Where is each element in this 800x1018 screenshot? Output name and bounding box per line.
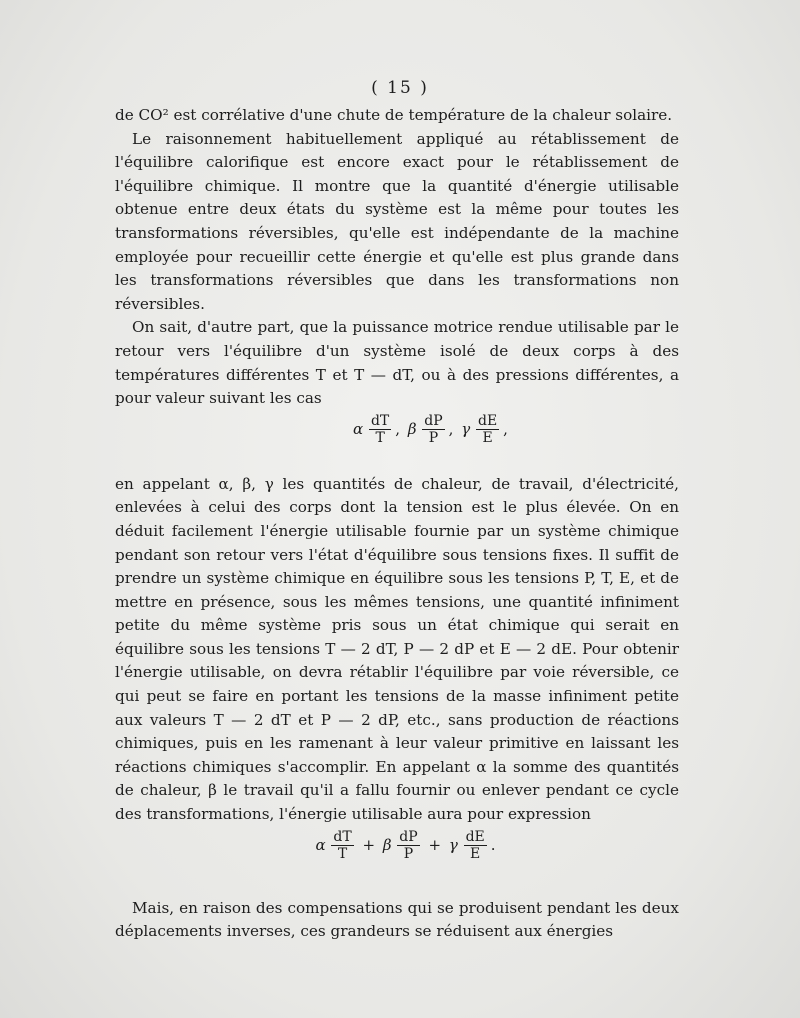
formula1-num-p: dP	[424, 412, 443, 429]
formula1-den-e: E	[482, 429, 493, 446]
paragraph-2: Le raisonnement habituellement appliqué au rétablissement de l'équilibre calorifique est encore exact pour le rétablissement de l'équilibre chimique. Il montre que la quantité d'énergie utilisable obtenue entre deux états du système est la même pour toutes les transformations réversibles, qu'elle est indépendante de la machine employée pour recueillir cette énergie et qu'elle est plus grande dans les transformations réversibles que dans les transformations non réversibles.	[115, 129, 679, 313]
formula1-beta: β	[407, 419, 417, 438]
formula2-end: .	[490, 835, 496, 854]
paragraph-4: en appelant α, β, γ les quantités de chaleur, de travail, d'électricité, enlevées à celui des corps dont la tension est le plus élevée. On en déduit facilement l'énergie utilisable fournie par un système chimique pendant son retour vers l'état d'équilibre sous tensions fixes. Il suffit de prendre un système chimique en équilibre sous les tensions P, T, E, et de mettre en présence, sous les mêmes tensions, une quantité infiniment petite du même système pris sous un état chimique qui serait en équilibre sous les tensions T — 2 dT, P — 2 dP et E — 2 dE. Pour obtenir l'énergie utilisable, on devra rétablir l'équilibre par voie réversible, ce qui peut se faire en portant les tensions de la masse infiniment petite aux valeurs T — 2 dT et P — 2 dP, etc., sans production de réactions chimiques, puis en les ramenant à leur valeur primitive en laissant les réactions chimiques s'accomplir. En appelant α la somme des quantités de chaleur, β le travail qu'il a fallu fournir ou enlever pendant ce cycle des transformations, l'énergie utilisable aura pour expression	[115, 474, 679, 824]
formula2-alpha: α	[315, 835, 326, 854]
formula-tension-ratios	[185, 413, 679, 469]
page-number: ( 15 )	[371, 78, 429, 98]
formula2-frac-p	[397, 829, 419, 862]
formula1-frac-t	[369, 413, 391, 446]
formula1-frac-p	[422, 413, 444, 446]
formula2-plus-2: +	[428, 835, 442, 854]
paragraph-3: On sait, d'autre part, que la puissance motrice rendue utilisable par le retour vers l'équilibre d'un système isolé de deux corps à des températures différentes T et T — dT, ou à des pressions différentes, a pour valeur suivant les cas	[115, 318, 679, 408]
formula2-plus-1: +	[362, 835, 376, 854]
formula2-den-t: T	[337, 845, 348, 862]
formula1-den-p: P	[428, 429, 439, 446]
formula1-sep-1: ,	[395, 419, 401, 438]
formula1-alpha: α	[353, 419, 364, 438]
formula2-gamma: γ	[448, 835, 458, 854]
formula1-num-e: dE	[477, 412, 498, 429]
formula1-den-t: T	[375, 429, 385, 446]
formula1-gamma: γ	[461, 419, 471, 438]
formula2-frac-e	[464, 829, 487, 862]
body-text	[115, 104, 679, 944]
paragraph-1: de CO² est corrélative d'une chute de température de la chaleur solaire.	[115, 106, 673, 124]
formula1-sep-2: ,	[448, 419, 454, 438]
formula2-num-e: dE	[465, 828, 485, 845]
formula-utilisable-energy	[135, 829, 679, 881]
formula1-num-t: dT	[370, 412, 390, 429]
paragraph-5: Mais, en raison des compensations qui se produisent pendant les deux déplacements inverses, ces grandeurs se réduisent aux énergies	[115, 898, 679, 941]
formula2-beta: β	[382, 835, 392, 854]
formula2-den-e: E	[470, 845, 481, 862]
formula2-num-p: dP	[399, 828, 418, 845]
formula2-frac-t	[331, 829, 353, 862]
formula1-frac-e	[476, 413, 499, 446]
formula2-num-t: dT	[333, 828, 352, 845]
formula2-den-p: P	[403, 845, 414, 862]
formula1-end: ,	[503, 419, 508, 438]
